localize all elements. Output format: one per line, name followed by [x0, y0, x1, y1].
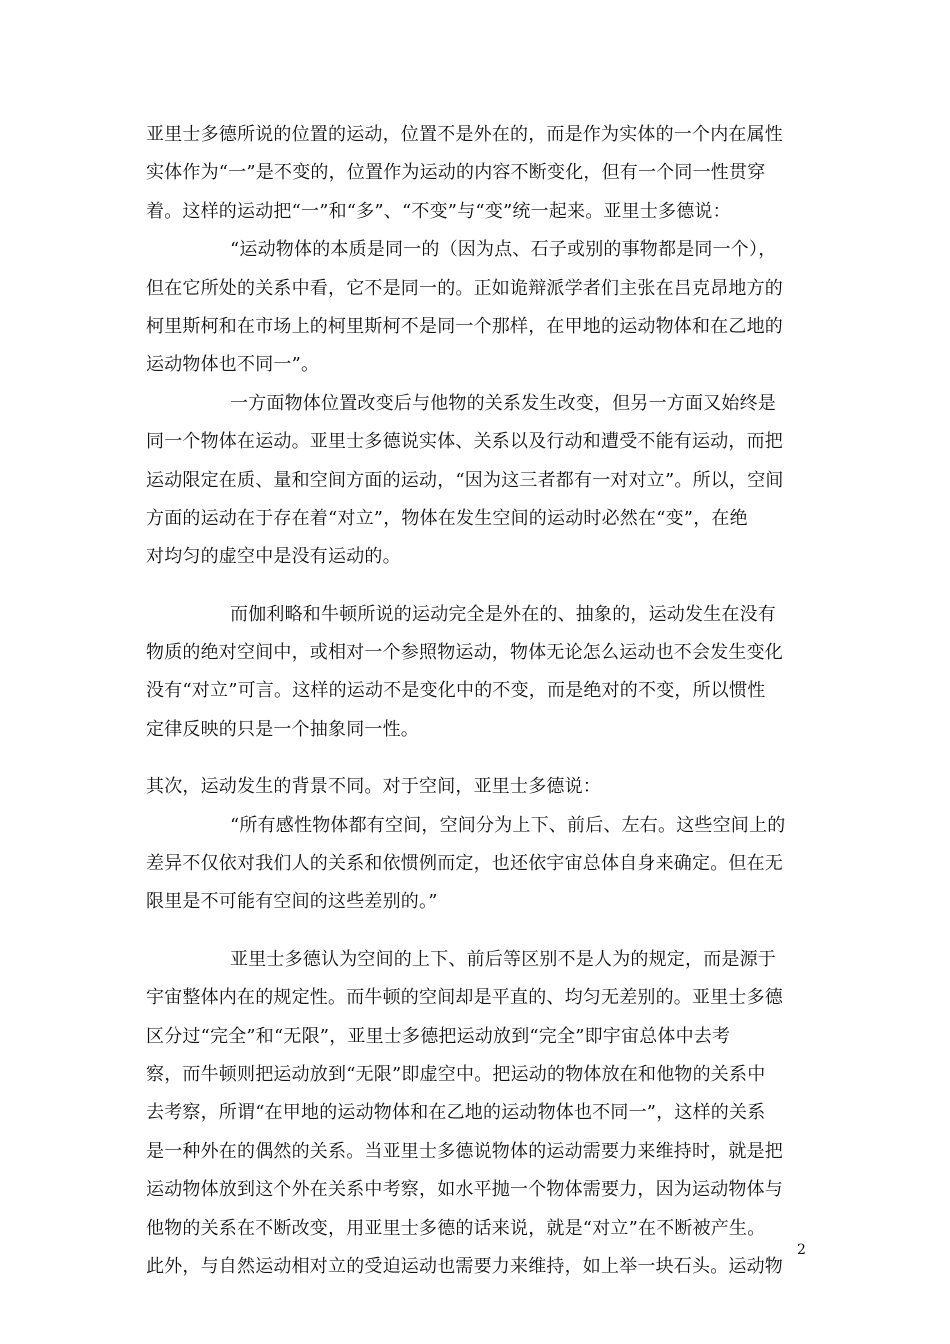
text-line: 对均匀的虚空中是没有运动的。: [146, 546, 401, 568]
paragraph: [146, 116, 816, 231]
paragraph: [146, 768, 816, 806]
text-line: 而伽利略和牛顿所说的运动完全是外在的、抽象的，运动发生在没有: [230, 603, 776, 625]
text-line: 其次，运动发生的背景不同。对于空间，亚里士多德说：: [146, 776, 601, 798]
text-line: 定律反映的只是一个抽象同一性。: [146, 718, 419, 740]
text-line: 运动限定在质、量和空间方面的运动，“因为这三者都有一对对立”。所以，空间: [146, 469, 784, 491]
text-line: 同一个物体在运动。亚里士多德说实体、关系以及行动和遭受不能有运动，而把: [146, 431, 783, 453]
text-line: 察，而牛顿则把运动放到“无限”即虚空中。把运动的物体放在和他物的关系中: [146, 1063, 766, 1085]
paragraph-gap: [146, 577, 816, 596]
paragraph-gap: [146, 922, 816, 941]
paragraph: [146, 941, 816, 1287]
page-number: 2: [797, 1242, 806, 1258]
text-line: 差异不仅依对我们人的关系和依惯例而定，也还依宇宙总体自身来确定。但在无: [146, 853, 783, 875]
text-line: 运动物体也不同一”。: [146, 354, 320, 376]
text-line: “运动物体的本质是同一的（因为点、石子或别的事物都是同一个），: [230, 239, 777, 261]
text-line: 物质的绝对空间中，或相对一个参照物运动，物体无论怎么运动也不会发生变化: [146, 642, 783, 664]
text-line: 亚里士多德所说的位置的运动，位置不是外在的，而是作为实体的一个内在属性: [146, 124, 783, 145]
paragraph: [146, 231, 816, 385]
text-line: 限里是不可能有空间的这些差别的。”: [146, 891, 438, 913]
text-line: 他物的关系在不断改变，用亚里士多德的话来说，就是“对立”在不断被产生。: [146, 1217, 766, 1239]
paragraph: [146, 807, 816, 922]
text-line: 宇宙整体内在的规定性。而牛顿的空间却是平直的、均匀无差别的。亚里士多德: [146, 987, 783, 1009]
text-line: 着。这样的运动把“一”和“多”、“不变”与“变”统一起来。亚里士多德说：: [146, 200, 731, 222]
text-line: 方面的运动在于存在着“对立”，物体在发生空间的运动时必然在“变”，在绝: [146, 507, 748, 529]
paragraph: [146, 596, 816, 750]
text-line: 没有“对立”可言。这样的运动不是变化中的不变，而是绝对的不变，所以惯性: [146, 680, 766, 702]
text-line: 区分过“完全”和“无限”，亚里士多德把运动放到“完全”即宇宙总体中去考: [146, 1025, 731, 1047]
text-line: 但在它所处的关系中看，它不是同一的。正如诡辩派学者们主张在吕克昂地方的: [146, 277, 783, 299]
body-text: [146, 116, 816, 1286]
text-line: 亚里士多德认为空间的上下、前后等区别不是人为的规定，而是源于: [230, 948, 776, 970]
text-line: 此外，与自然运动相对立的受迫运动也需要力来维持，如上举一块石头。运动物: [146, 1255, 783, 1277]
text-line: 运动物体放到这个外在关系中考察，如水平抛一个物体需要力，因为运动物体与: [146, 1179, 783, 1201]
text-line: 柯里斯柯和在市场上的柯里斯柯不是同一个那样，在甲地的运动物体和在乙地的: [146, 315, 783, 337]
text-line: 去考察，所谓“在甲地的运动物体和在乙地的运动物体也不同一”，这样的关系: [146, 1102, 766, 1124]
paragraph-gap: [146, 749, 816, 768]
text-line: 一方面物体位置改变后与他物的关系发生改变，但另一方面又始终是: [230, 392, 776, 414]
text-line: “所有感性物体都有空间，空间分为上下、前后、左右。这些空间上的: [230, 814, 786, 836]
text-line: 是一种外在的偶然的关系。当亚里士多德说物体的运动需要力来维持时，就是把: [146, 1140, 783, 1162]
paragraph: [146, 385, 816, 577]
text-line: 实体作为“一”是不变的，位置作为运动的内容不断变化，但有一个同一性贯穿: [146, 162, 766, 184]
